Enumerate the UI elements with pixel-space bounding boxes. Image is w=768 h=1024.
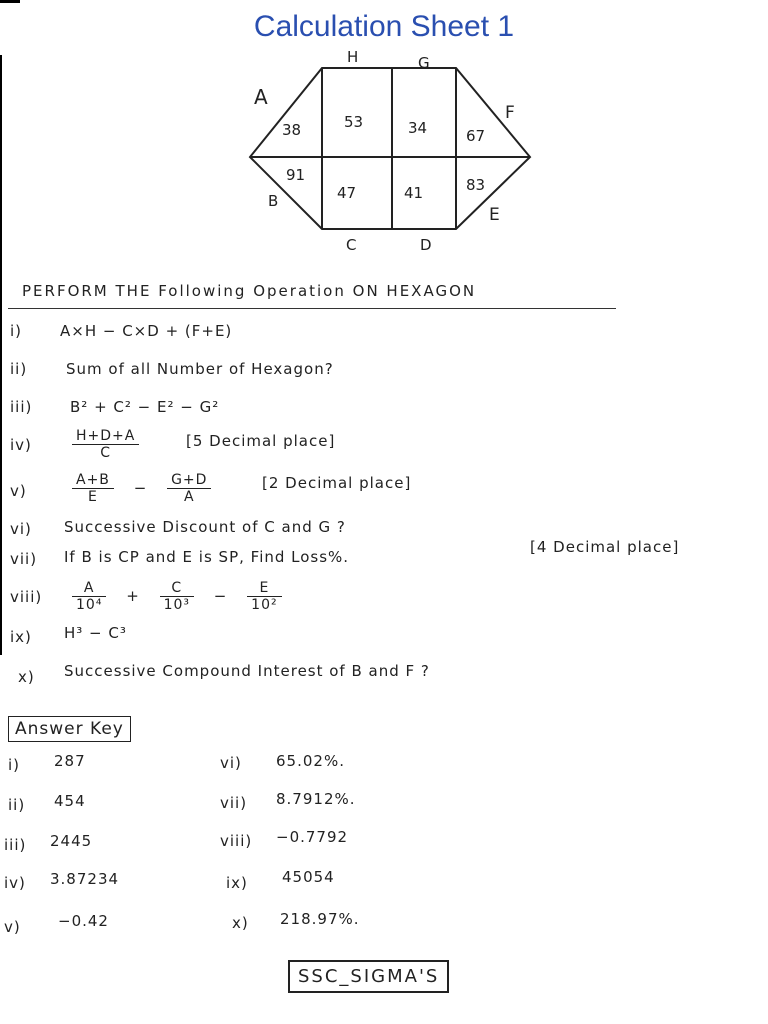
question-fraction <box>72 472 211 505</box>
question-text: B² + C² − E² − G² <box>70 398 220 416</box>
value-c: 47 <box>337 184 357 202</box>
operator: − <box>213 587 228 605</box>
vertex-label-d: D <box>420 236 432 254</box>
question-number: iv) <box>10 436 32 454</box>
question-number: vii) <box>10 550 38 568</box>
brand-stamp: SSC_SIGMA'S <box>288 960 449 993</box>
question-number: viii) <box>10 588 43 606</box>
section-heading: PERFORM THE Following Operation ON HEXAGON <box>22 282 477 300</box>
answer-value: 8.7912%. <box>276 790 356 808</box>
question-fraction <box>72 580 282 613</box>
answer-value: 65.02%. <box>276 752 345 770</box>
question-number: v) <box>10 482 27 500</box>
answer-value: −0.7792 <box>276 828 349 846</box>
answer-number: ii) <box>8 796 26 814</box>
vertex-label-e: E <box>489 205 500 225</box>
value-f: 67 <box>466 127 486 145</box>
answer-number: iii) <box>4 836 27 854</box>
vertex-label-c: C <box>346 236 357 254</box>
value-h: 53 <box>344 113 364 131</box>
fraction-denominator: 10⁴ <box>76 597 103 613</box>
question-number: ii) <box>10 360 28 378</box>
fraction-numerator: G+D <box>167 472 211 489</box>
answer-number: iv) <box>4 874 26 892</box>
answer-number: vi) <box>220 754 242 772</box>
value-d: 41 <box>404 184 424 202</box>
answer-number: v) <box>4 918 21 936</box>
hexagon-diagram <box>0 0 768 260</box>
vertex-label-g: G <box>418 54 430 72</box>
question-text: Successive Discount of C and G ? <box>64 518 346 536</box>
value-b: 91 <box>286 166 306 184</box>
fraction-denominator: 10³ <box>163 597 191 613</box>
question-number: iii) <box>10 398 33 416</box>
fraction-numerator: A+B <box>72 472 114 489</box>
question-number: x) <box>18 668 35 686</box>
fraction-denominator: 10² <box>251 597 278 613</box>
vertex-label-b: B <box>268 192 279 210</box>
answer-number: viii) <box>220 832 253 850</box>
question-note: [4 Decimal place] <box>530 538 680 556</box>
operator: − <box>133 479 148 497</box>
question-number: vi) <box>10 520 32 538</box>
question-note: [5 Decimal place] <box>186 432 336 450</box>
answer-value: 287 <box>54 752 86 770</box>
page-title: Calculation Sheet 1 <box>253 10 515 43</box>
question-note: [2 Decimal place] <box>262 474 412 492</box>
vertex-label-a: A <box>254 85 268 109</box>
value-a: 38 <box>282 121 302 139</box>
answer-value: 454 <box>54 792 86 810</box>
fraction-numerator: H+D+A <box>72 428 139 445</box>
answer-value: 45054 <box>282 868 335 886</box>
answer-number: vii) <box>220 794 248 812</box>
answer-key-title: Answer Key <box>8 716 131 742</box>
question-text: Successive Compound Interest of B and F ? <box>64 662 430 680</box>
fraction-denominator: A <box>183 489 195 505</box>
question-number: ix) <box>10 628 32 646</box>
question-text: A×H − C×D + (F+E) <box>60 322 233 340</box>
value-e: 83 <box>466 176 486 194</box>
answer-number: ix) <box>226 874 248 892</box>
question-number: i) <box>10 322 23 340</box>
fraction-numerator: E <box>247 580 281 597</box>
question-fraction <box>72 428 139 461</box>
hexagon-outline <box>250 68 530 229</box>
fraction-denominator: C <box>100 445 112 461</box>
fraction-numerator: A <box>72 580 106 597</box>
question-text: H³ − C³ <box>64 624 127 642</box>
vertex-label-f: F <box>505 103 515 123</box>
answer-value: −0.42 <box>58 912 109 930</box>
answer-value: 218.97%. <box>280 910 360 928</box>
question-text: Sum of all Number of Hexagon? <box>66 360 334 378</box>
answer-value: 3.87234 <box>50 870 120 888</box>
fraction-numerator: C <box>160 580 194 597</box>
heading-underline <box>8 308 616 309</box>
operator: + <box>126 587 140 605</box>
answer-value: 2445 <box>50 832 93 850</box>
value-g: 34 <box>408 119 428 137</box>
answer-number: x) <box>232 914 249 932</box>
answer-number: i) <box>8 756 21 774</box>
vertex-label-h: H <box>347 48 359 66</box>
question-text: If B is CP and E is SP, Find Loss%. <box>64 548 350 566</box>
fraction-denominator: E <box>88 489 98 505</box>
